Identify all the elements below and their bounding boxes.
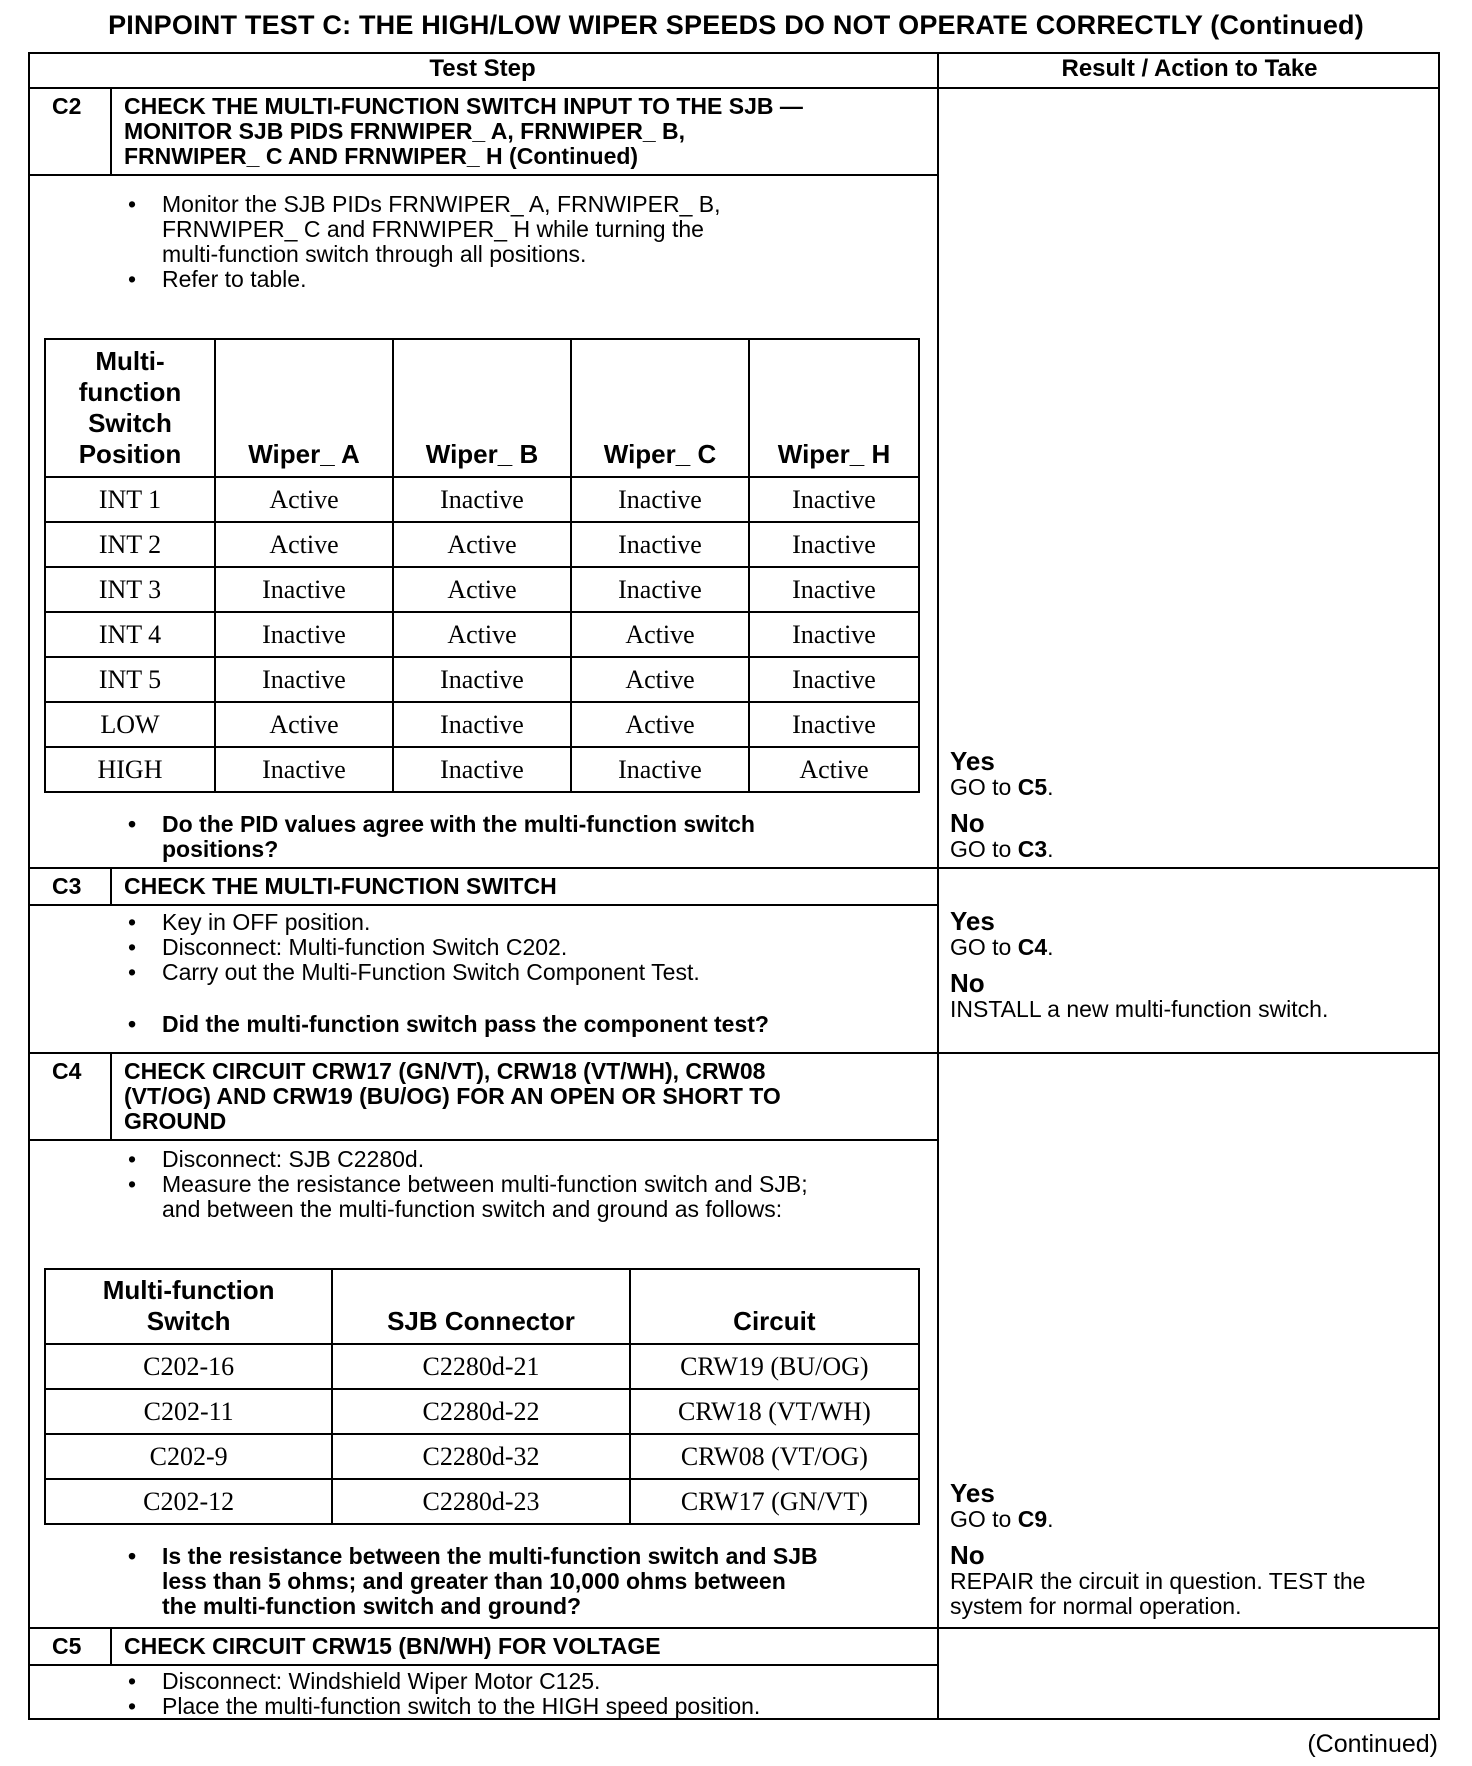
th-multifunction-switch: Multi-function Switch: [45, 1269, 332, 1344]
table-cell: Inactive: [749, 657, 919, 702]
table-cell: INT 3: [45, 567, 215, 612]
table-cell: INT 4: [45, 612, 215, 657]
table-cell: CRW17 (GN/VT): [630, 1479, 919, 1524]
table-cell: Inactive: [571, 477, 749, 522]
table-cell: Active: [571, 612, 749, 657]
table-cell: Inactive: [215, 567, 393, 612]
table-cell: Active: [571, 702, 749, 747]
table-cell: C2280d-22: [332, 1389, 629, 1434]
table-row: [45, 1479, 919, 1524]
table-cell: Inactive: [749, 567, 919, 612]
c2-bullet-2: • Refer to table.: [128, 266, 307, 292]
table-row: [45, 702, 919, 747]
c3-c4-divider: [28, 1052, 1440, 1054]
table-row: [45, 657, 919, 702]
column-divider: [937, 52, 939, 1720]
c4-no-action: REPAIR the circuit in question. TEST the system for normal operation.: [950, 1568, 1366, 1619]
c2-id-divider: [110, 87, 112, 175]
c3-question: • Did the multi-function switch pass the component test?: [128, 1011, 769, 1037]
c4-no-label: No: [950, 1540, 985, 1570]
c2-c3-divider: [28, 867, 1440, 869]
c2-yes-action: GO to C5.: [950, 774, 1054, 800]
c2-bullet-1: • Monitor the SJB PIDs FRNWIPER_ A, FRNWIPER_ B, FRNWIPER_ C and FRNWIPER_ H while turning the multi-function switch through all positions.: [128, 191, 721, 267]
table-cell: C2280d-23: [332, 1479, 629, 1524]
table-cell: C2280d-32: [332, 1434, 629, 1479]
c2-title: CHECK THE MULTI-FUNCTION SWITCH INPUT TO THE SJB — MONITOR SJB PIDS FRNWIPER_ A, FRNWIPER_ B, FRNWIPER_ C AND FRNWIPER_ H (Continued): [124, 93, 803, 169]
c3-bullets: • Key in OFF position. • Disconnect: Multi-function Switch C202. • Carry out the Multi-Function Switch Component Test.: [128, 909, 700, 985]
table-cell: INT 1: [45, 477, 215, 522]
table-cell: Active: [393, 522, 571, 567]
table-cell: CRW08 (VT/OG): [630, 1434, 919, 1479]
table-cell: C202-9: [45, 1434, 332, 1479]
continued-footer: (Continued): [1307, 1730, 1438, 1758]
table-cell: Active: [215, 522, 393, 567]
table-cell: LOW: [45, 702, 215, 747]
table-cell: Active: [393, 567, 571, 612]
c2-no-label: No: [950, 808, 985, 838]
table-cell: Inactive: [749, 702, 919, 747]
c4-title-divider: [28, 1139, 937, 1141]
table-row: [45, 1434, 919, 1479]
th-circuit: Circuit: [630, 1269, 919, 1344]
table-cell: INT 5: [45, 657, 215, 702]
table-cell: Active: [215, 702, 393, 747]
table-cell: Active: [571, 657, 749, 702]
c4-bullet-1: • Disconnect: SJB C2280d.: [128, 1146, 425, 1172]
c4-c5-divider: [28, 1627, 1440, 1629]
table-cell: HIGH: [45, 747, 215, 792]
table-cell: C202-12: [45, 1479, 332, 1524]
c2-title-divider: [28, 174, 937, 176]
table-cell: Inactive: [393, 477, 571, 522]
c4-id-divider: [110, 1052, 112, 1140]
step-id-c2: C2: [52, 93, 82, 119]
c4-yes-label: Yes: [950, 1478, 995, 1508]
table-cell: Inactive: [393, 747, 571, 792]
c4-question: • Is the resistance between the multi-function switch and SJB less than 5 ohms; and greater than 10,000 ohms between the multi-function switch and ground?: [128, 1543, 818, 1619]
c3-no-action: INSTALL a new multi-function switch.: [950, 996, 1329, 1022]
table-row: [45, 1389, 919, 1434]
c4-title: CHECK CIRCUIT CRW17 (GN/VT), CRW18 (VT/WH), CRW08 (VT/OG) AND CRW19 (BU/OG) FOR AN OPEN OR SHORT TO GROUND: [124, 1058, 781, 1134]
c3-title-divider: [28, 904, 937, 906]
table-cell: C202-11: [45, 1389, 332, 1434]
table-row: [45, 567, 919, 612]
table-cell: C2280d-21: [332, 1344, 629, 1389]
table-cell: Inactive: [571, 522, 749, 567]
table-cell: Inactive: [215, 612, 393, 657]
c3-no-label: No: [950, 968, 985, 998]
table-row: [45, 1344, 919, 1389]
header-test-step: Test Step: [429, 55, 536, 82]
step-id-c3: C3: [52, 873, 82, 899]
th-wiper-h: Wiper_ H: [749, 339, 919, 477]
c3-yes-label: Yes: [950, 906, 995, 936]
table-cell: Active: [749, 747, 919, 792]
c5-bullets: • Disconnect: Windshield Wiper Motor C125. • Place the multi-function switch to the HIGH speed position.: [128, 1668, 761, 1719]
th-switch-position: Multi- function Switch Position: [45, 339, 215, 477]
step-id-c5: C5: [52, 1633, 82, 1659]
table-cell: Inactive: [393, 657, 571, 702]
header-divider: [28, 87, 1440, 89]
table-cell: Inactive: [749, 612, 919, 657]
table-row: [45, 612, 919, 657]
c5-title: CHECK CIRCUIT CRW15 (BN/WH) FOR VOLTAGE: [124, 1633, 661, 1659]
table-row: [45, 522, 919, 567]
c4-yes-action: GO to C9.: [950, 1506, 1054, 1532]
th-wiper-a: Wiper_ A: [215, 339, 393, 477]
c4-bullet-2: • Measure the resistance between multi-function switch and SJB; and between the multi-function switch and ground as follows:: [128, 1171, 808, 1222]
c4-circuit-table: [44, 1268, 920, 1525]
th-wiper-c: Wiper_ C: [571, 339, 749, 477]
page-title: PINPOINT TEST C: THE HIGH/LOW WIPER SPEEDS DO NOT OPERATE CORRECTLY (Continued): [108, 10, 1364, 40]
c2-question: • Do the PID values agree with the multi-function switch positions?: [128, 811, 755, 862]
table-cell: Inactive: [571, 567, 749, 612]
table-cell: Active: [215, 477, 393, 522]
table-cell: Inactive: [215, 657, 393, 702]
table-cell: Inactive: [571, 747, 749, 792]
table-row: [45, 747, 919, 792]
c3-yes-action: GO to C4.: [950, 934, 1054, 960]
table-cell: Inactive: [749, 522, 919, 567]
table-cell: Inactive: [215, 747, 393, 792]
th-wiper-b: Wiper_ B: [393, 339, 571, 477]
table-cell: Active: [393, 612, 571, 657]
c3-id-divider: [110, 867, 112, 905]
table-row: [45, 477, 919, 522]
c5-title-divider: [28, 1664, 937, 1666]
c5-id-divider: [110, 1627, 112, 1665]
table-cell: Inactive: [393, 702, 571, 747]
table-cell: INT 2: [45, 522, 215, 567]
c2-yes-label: Yes: [950, 746, 995, 776]
th-sjb-connector: SJB Connector: [332, 1269, 629, 1344]
c2-pid-table: [44, 338, 920, 793]
c3-title: CHECK THE MULTI-FUNCTION SWITCH: [124, 873, 557, 899]
table-cell: CRW19 (BU/OG): [630, 1344, 919, 1389]
header-result: Result / Action to Take: [1061, 55, 1318, 82]
c2-no-action: GO to C3.: [950, 836, 1054, 862]
table-cell: C202-16: [45, 1344, 332, 1389]
step-id-c4: C4: [52, 1058, 82, 1084]
table-cell: Inactive: [749, 477, 919, 522]
table-cell: CRW18 (VT/WH): [630, 1389, 919, 1434]
